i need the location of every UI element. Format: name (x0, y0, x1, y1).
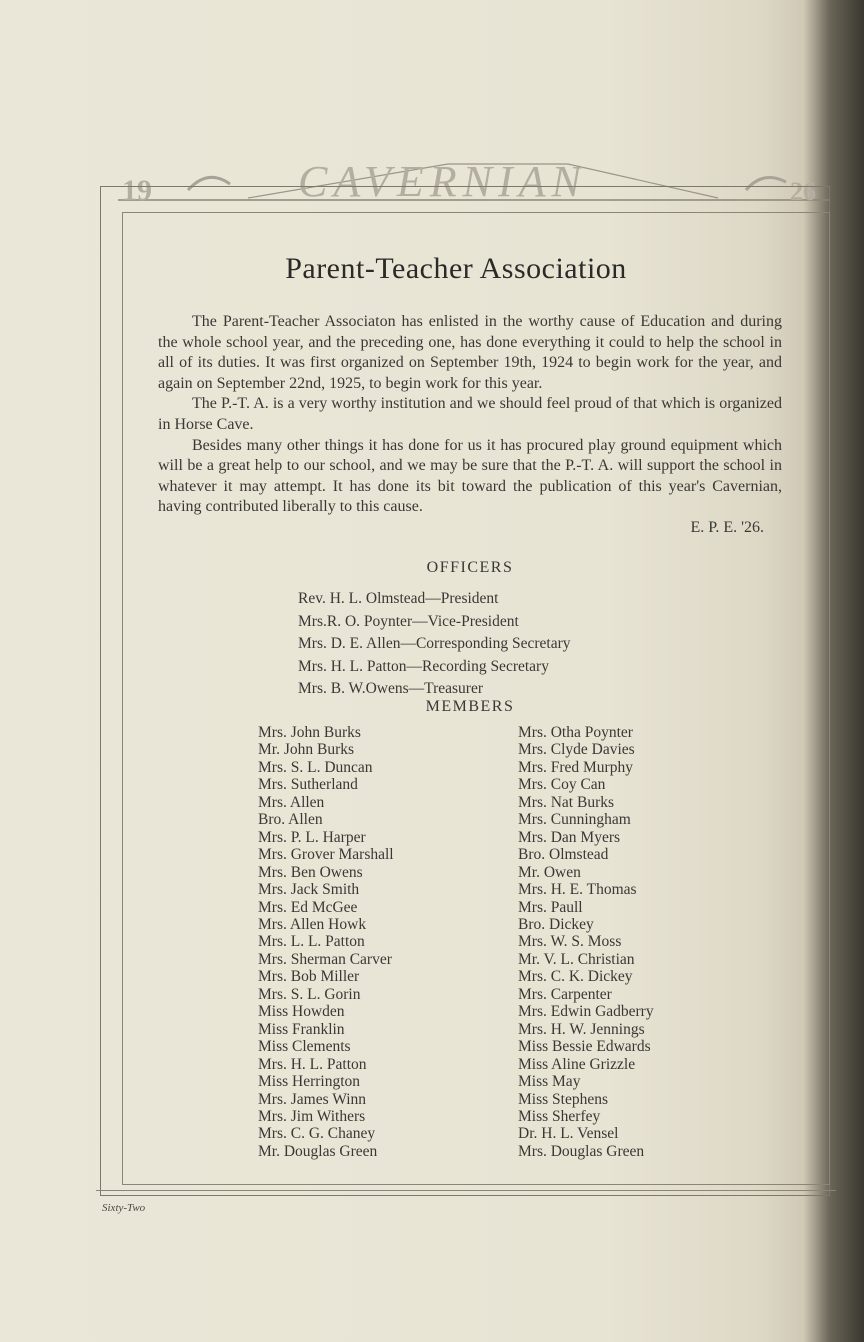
member-item: Mr. John Burks (258, 741, 355, 759)
member-item: Mrs. H. E. Thomas (518, 881, 637, 899)
officer-item: Mrs. D. E. Allen—Corresponding Secretary (298, 635, 571, 653)
member-item: Mrs. James Winn (258, 1090, 367, 1108)
member-item: Dr. H. L. Vensel (518, 1125, 619, 1143)
member-item: Mrs. Grover Marshall (258, 846, 394, 864)
member-item: Mrs. Sutherland (258, 776, 358, 794)
paragraph-1: The Parent-Teacher Associaton has enlisted in the worthy cause of Education and during the whole school year, and the preceding one, has done everything it could to help the school in all of its duties. It was first organized on September 19th, 1924 to begin work for the year, and again on September 22nd, 1925, to begin work for this year. (158, 313, 782, 392)
members-right-column (518, 724, 654, 1160)
page-title: Parent-Teacher Association (285, 252, 627, 285)
officer-item: Mrs. B. W.Owens—Treasurer (298, 680, 483, 698)
member-item: Mr. Owen (518, 863, 581, 881)
member-item: Miss Aline Grizzle (518, 1055, 636, 1073)
member-item: Miss Stephens (518, 1090, 608, 1108)
member-item: Mrs. Nat Burks (518, 793, 615, 811)
member-item: Mrs. John Burks (258, 724, 361, 741)
member-item: Mrs. Cunningham (518, 811, 631, 829)
member-item: Mrs. S. L. Gorin (258, 985, 361, 1003)
officers-heading: OFFICERS (426, 559, 514, 576)
member-item: Miss Franklin (258, 1020, 345, 1038)
member-item: Mrs. Ed McGee (258, 898, 358, 916)
member-item: Mr. V. L. Christian (518, 950, 635, 968)
member-item: Miss May (518, 1073, 581, 1091)
member-item: Mrs. Bob Miller (258, 968, 360, 986)
signature: E. P. E. '26. (690, 518, 764, 536)
paragraph-2: The P.-T. A. is a very worthy institution and we should feel proud of that which is organized in Horse Cave. (158, 395, 782, 433)
member-item: Mrs. C. K. Dickey (518, 968, 633, 986)
member-item: Mrs. Carpenter (518, 985, 612, 1003)
member-item: Miss Howden (258, 1003, 345, 1021)
members-heading: MEMBERS (425, 698, 515, 715)
member-item: Miss Clements (258, 1038, 351, 1056)
article-body (158, 312, 782, 539)
banner-text: CAVERNIAN (298, 160, 587, 206)
member-item: Mrs. Douglas Green (518, 1142, 645, 1160)
member-item: Mr. Douglas Green (258, 1142, 378, 1160)
member-item: Mrs. H. W. Jennings (518, 1020, 645, 1038)
member-item: Mrs. Paull (518, 898, 583, 916)
page-number-label: Sixty-Two (102, 1202, 146, 1214)
member-item: Mrs. L. L. Patton (258, 933, 365, 951)
member-item: Mrs. Allen Howk (258, 915, 367, 933)
signature-line (158, 518, 782, 539)
member-item: Miss Sherfey (518, 1107, 601, 1125)
member-item: Mrs. Allen (258, 793, 325, 811)
member-item: Mrs. S. L. Duncan (258, 758, 373, 776)
members-left-column (258, 724, 394, 1160)
officers-list (298, 588, 571, 701)
member-item: Mrs. Jim Withers (258, 1107, 366, 1125)
member-item: Mrs. H. L. Patton (258, 1055, 367, 1073)
member-item: Bro. Allen (258, 811, 323, 829)
member-item: Bro. Olmstead (518, 846, 609, 864)
member-item: Mrs. Fred Murphy (518, 758, 633, 776)
year-right-text: 26 (790, 177, 816, 206)
member-item: Mrs. P. L. Harper (258, 828, 366, 846)
member-item: Mrs. Dan Myers (518, 828, 621, 846)
member-item: Mrs. Clyde Davies (518, 741, 635, 759)
officer-item: Mrs. H. L. Patton—Recording Secretary (298, 657, 549, 675)
officer-item: Rev. H. L. Olmstead—President (298, 590, 499, 607)
member-item: Mrs. Edwin Gadberry (518, 1003, 654, 1021)
member-item: Mrs. W. S. Moss (518, 933, 622, 951)
member-item: Mrs. Coy Can (518, 776, 606, 794)
paragraph-3: Besides many other things it has done for us it has procured play ground equipment which will be a great help to our school, and we may be sure that the P.-T. A. will support the school in whatever it may attempt. It has done its bit toward the publication of this year's Cavernian, having contributed liberally to this cause. (158, 436, 782, 516)
bottom-rule (96, 1190, 836, 1191)
member-item: Mrs. C. G. Chaney (258, 1125, 376, 1143)
member-item: Mrs. Ben Owens (258, 863, 363, 881)
member-item: Miss Herrington (258, 1073, 361, 1091)
member-item: Mrs. Sherman Carver (258, 950, 392, 968)
officer-item: Mrs.R. O. Poynter—Vice-President (298, 612, 519, 630)
member-item: Mrs. Jack Smith (258, 881, 360, 899)
member-item: Bro. Dickey (518, 915, 594, 933)
member-item: Mrs. Otha Poynter (518, 724, 633, 741)
member-item: Miss Bessie Edwards (518, 1038, 651, 1056)
year-left-text: 19 (122, 174, 152, 207)
